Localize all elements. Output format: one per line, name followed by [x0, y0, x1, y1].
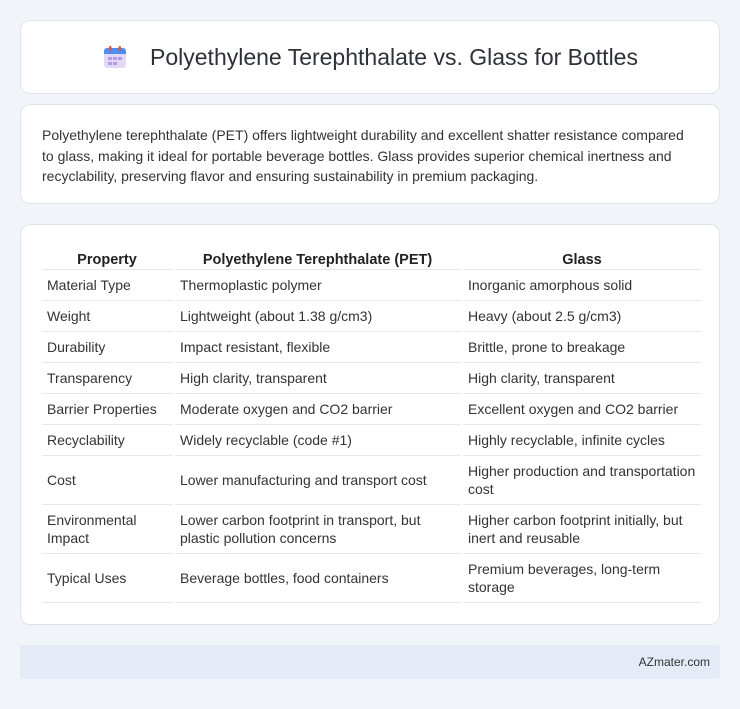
table-row	[42, 332, 701, 363]
calendar-icon	[102, 44, 128, 70]
footer-brand: AZmater.com	[638, 655, 710, 669]
pet-cell: Lower carbon footprint in transport, but plastic pollution concerns	[175, 505, 460, 554]
column-header-property: Property	[42, 244, 172, 270]
table-row	[42, 425, 701, 456]
pet-cell: Impact resistant, flexible	[175, 332, 460, 363]
pet-cell: Beverage bottles, food containers	[175, 554, 460, 603]
glass-cell: High clarity, transparent	[463, 363, 701, 394]
intro-card	[20, 104, 720, 204]
comparison-card	[20, 224, 720, 625]
glass-cell: Higher production and transportation cost	[463, 456, 701, 505]
table-row	[42, 554, 701, 603]
pet-cell: Moderate oxygen and CO2 barrier	[175, 394, 460, 425]
property-cell: Recyclability	[42, 425, 172, 456]
glass-cell: Brittle, prone to breakage	[463, 332, 701, 363]
property-cell: Typical Uses	[42, 554, 172, 603]
glass-cell: Inorganic amorphous solid	[463, 270, 701, 301]
glass-cell: Highly recyclable, infinite cycles	[463, 425, 701, 456]
table-row	[42, 505, 701, 554]
pet-cell: Widely recyclable (code #1)	[175, 425, 460, 456]
intro-paragraph: Polyethylene terephthalate (PET) offers lightweight durability and excellent shatter resistance compared to glass, making it ideal for portable beverage bottles. Glass provides superior chemical inertness and recyclability, preserving flavor and ensuring sustainability in premium packaging.	[42, 127, 684, 184]
property-cell: Cost	[42, 456, 172, 505]
table-row	[42, 456, 701, 505]
property-cell: Environmental Impact	[42, 505, 172, 554]
glass-cell: Excellent oxygen and CO2 barrier	[463, 394, 701, 425]
page-title: Polyethylene Terephthalate vs. Glass for Bottles	[150, 43, 638, 70]
pet-cell: Lightweight (about 1.38 g/cm3)	[175, 301, 460, 332]
table-row	[42, 301, 701, 332]
comparison-table	[39, 244, 704, 603]
property-cell: Transparency	[42, 363, 172, 394]
pet-cell: Thermoplastic polymer	[175, 270, 460, 301]
property-cell: Durability	[42, 332, 172, 363]
pet-cell: High clarity, transparent	[175, 363, 460, 394]
column-header-pet: Polyethylene Terephthalate (PET)	[175, 244, 460, 270]
column-header-glass: Glass	[463, 244, 701, 270]
table-row	[42, 363, 701, 394]
property-cell: Material Type	[42, 270, 172, 301]
property-cell: Barrier Properties	[42, 394, 172, 425]
table-row	[42, 394, 701, 425]
glass-cell: Heavy (about 2.5 g/cm3)	[463, 301, 701, 332]
property-cell: Weight	[42, 301, 172, 332]
pet-cell: Lower manufacturing and transport cost	[175, 456, 460, 505]
glass-cell: Higher carbon footprint initially, but inert and reusable	[463, 505, 701, 554]
table-row	[42, 270, 701, 301]
glass-cell: Premium beverages, long-term storage	[463, 554, 701, 603]
title-card	[20, 20, 720, 94]
footer-bar	[20, 645, 720, 679]
table-header-row	[42, 244, 701, 270]
